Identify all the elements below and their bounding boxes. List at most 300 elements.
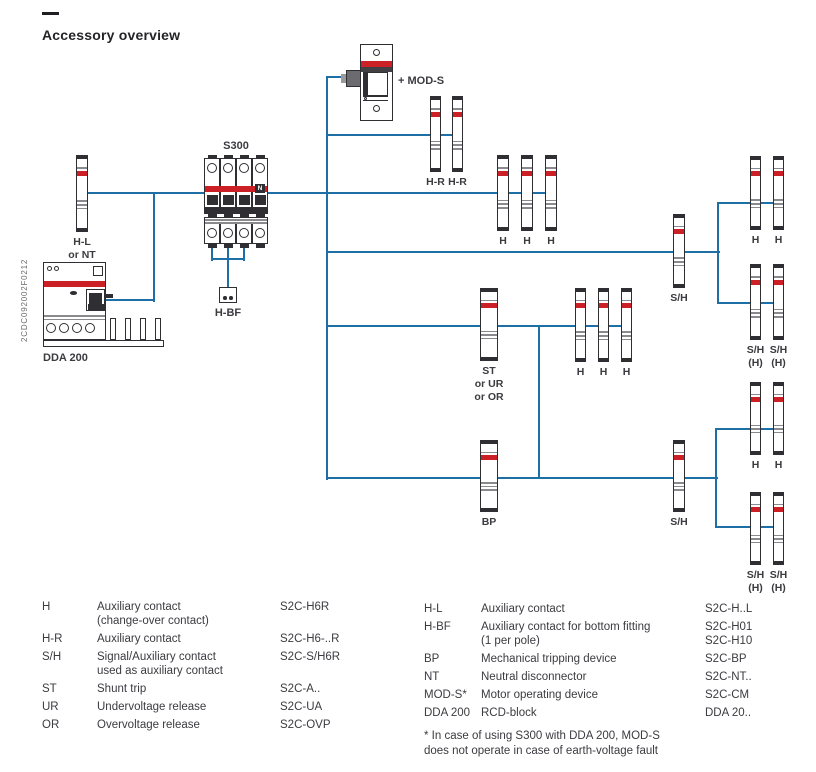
connector-line <box>717 202 781 204</box>
module-stripe <box>599 331 608 333</box>
footnote-line: * In case of using S300 with DDA 200, MOD-S <box>424 730 660 742</box>
legend-description-line: RCD-block <box>481 707 537 719</box>
legend-part-number <box>705 602 816 616</box>
module-h-mb-3 <box>621 288 632 362</box>
legend-term: ST <box>42 683 57 695</box>
legend-term: H-BF <box>424 621 451 633</box>
module-bottom-cap <box>774 336 783 339</box>
legend-description <box>97 600 280 628</box>
dda-side-pin <box>106 294 113 298</box>
module-stripe <box>453 144 462 146</box>
module-stripe <box>774 168 783 170</box>
legend-part-number <box>280 650 414 678</box>
module-label <box>743 569 815 595</box>
legend-part-line: DDA 20.. <box>705 707 752 719</box>
module-h-r-2 <box>452 96 463 172</box>
s300-bottom-hole <box>255 228 265 238</box>
module-stripe <box>674 226 684 228</box>
module-stripe <box>751 542 760 544</box>
legend-part-number <box>280 718 414 732</box>
s300-bottom-hole <box>223 228 233 238</box>
dda-label: DDA 200 <box>43 352 88 364</box>
module-h-r-1 <box>430 96 441 172</box>
mods-lower-dot <box>364 97 367 100</box>
module-h-mid-2 <box>521 155 533 231</box>
module-stripe <box>674 482 684 484</box>
legend-row <box>424 670 816 684</box>
s300-pole-divider <box>235 159 237 207</box>
module-stripe <box>751 504 760 506</box>
s300-toggle-hole <box>223 163 233 173</box>
module-stripe <box>774 316 783 318</box>
legend-part-number <box>705 620 816 648</box>
module-top-cap <box>774 493 783 496</box>
module-red-band <box>674 229 684 234</box>
module-stripe <box>546 167 556 169</box>
dda-stripe <box>44 315 105 317</box>
legend-description <box>481 706 705 720</box>
module-stripe <box>774 312 783 314</box>
module-label-line: H-R <box>448 176 467 188</box>
footnote-line: does not operate in case of earth-voltage fault <box>424 745 658 757</box>
module-bottom-cap <box>576 358 585 361</box>
connector-line <box>326 251 720 253</box>
module-bottom-cap <box>774 561 783 564</box>
module-label-line: H <box>751 459 760 471</box>
connector-line <box>227 258 229 290</box>
module-label-line: S/H <box>670 292 688 304</box>
connector-line <box>717 202 719 304</box>
dda200-rcd-block <box>43 262 165 362</box>
module-stripe <box>481 331 497 333</box>
legend-part-line: S2C-H10 <box>705 635 753 647</box>
module-label <box>46 236 118 262</box>
legend-description-line: Signal/Auxiliary contact <box>97 651 216 663</box>
legend-description-line: Auxiliary contact for bottom fitting <box>481 621 651 633</box>
module-top-cap <box>431 97 440 100</box>
module-stripe <box>751 428 760 430</box>
connector-line <box>326 76 328 480</box>
dda-terminal-hole <box>72 323 82 333</box>
hbf-body <box>219 287 237 303</box>
legend-description-line: Motor operating device <box>481 689 598 701</box>
module-top-cap <box>522 156 532 159</box>
module-sh-top <box>673 214 685 288</box>
hbf-dot <box>229 296 233 300</box>
module-h-mid-3 <box>545 155 557 231</box>
legend-part-number <box>280 682 414 696</box>
s300-terminal <box>255 195 266 205</box>
module-stripe <box>77 200 87 202</box>
legend-description-line: Shunt trip <box>97 683 147 695</box>
module-label <box>743 459 815 472</box>
module-stripe <box>774 504 783 506</box>
module-bottom-cap <box>751 336 760 339</box>
module-stripe <box>481 452 497 454</box>
module-label-line: (H) <box>748 357 763 369</box>
legend-row <box>424 706 816 720</box>
module-bottom-cap <box>751 561 760 564</box>
module-label-line: S/H <box>746 569 765 581</box>
module-stripe <box>774 425 783 427</box>
module-red-band <box>481 455 497 460</box>
module-stripe <box>774 199 783 201</box>
module-stripe <box>522 167 532 169</box>
legend-row <box>42 632 414 646</box>
legend-right-column <box>424 602 816 759</box>
s300-pole-divider <box>251 159 253 207</box>
module-label-line: H-L <box>73 236 91 248</box>
module-red-band <box>546 171 556 176</box>
module-top-cap <box>751 493 760 496</box>
module-h-mb-1 <box>575 288 586 362</box>
module-red-band <box>431 112 440 117</box>
module-stripe <box>622 339 631 341</box>
module-top-cap <box>674 215 684 218</box>
legend-description <box>481 602 705 616</box>
module-shh-rb-1 <box>750 492 761 565</box>
legend-description-line: Overvoltage release <box>97 719 200 731</box>
module-stripe <box>774 309 783 311</box>
module-stripe <box>498 167 508 169</box>
module-label <box>453 365 525 404</box>
module-bp <box>480 440 498 512</box>
module-red-band <box>77 171 87 176</box>
module-top-cap <box>576 289 585 292</box>
hbf-contact <box>214 287 242 321</box>
module-top-cap <box>77 156 87 159</box>
module-red-band <box>453 112 462 117</box>
module-label-line: (H) <box>771 357 786 369</box>
connector-line <box>715 428 717 528</box>
legend-part-line: S2C-BP <box>705 653 747 665</box>
module-stripe <box>576 339 585 341</box>
module-top-cap <box>774 383 783 386</box>
module-top-cap <box>622 289 631 292</box>
s300-bottom-tab <box>240 244 249 248</box>
module-bottom-cap <box>774 226 783 229</box>
module-red-band <box>751 507 760 512</box>
module-stripe <box>481 334 497 336</box>
module-bottom-cap <box>546 227 556 230</box>
module-red-band <box>751 280 760 285</box>
module-stripe <box>751 316 760 318</box>
module-stripe <box>751 199 760 201</box>
legend-row <box>424 620 816 648</box>
legend-part-number <box>280 700 414 714</box>
legend-description <box>97 718 280 732</box>
legend-term: MOD-S* <box>424 689 467 701</box>
connector-line <box>715 428 781 430</box>
module-red-band <box>774 280 783 285</box>
module-label <box>743 344 815 370</box>
module-stripe <box>622 300 631 302</box>
legend-description <box>97 700 280 714</box>
module-stripe <box>599 339 608 341</box>
module-stripe <box>522 207 532 209</box>
s300-toggle-hole <box>207 163 217 173</box>
module-red-band <box>481 303 497 308</box>
module-label <box>591 366 663 379</box>
module-red-band <box>599 303 608 308</box>
module-label-line: or OR <box>474 391 504 403</box>
legend-row <box>42 700 414 714</box>
module-bottom-cap <box>481 508 497 511</box>
dda-terminal-hole <box>59 323 69 333</box>
module-red-band <box>774 507 783 512</box>
legend-term: H-R <box>42 633 63 645</box>
module-label-line: H <box>774 234 783 246</box>
connector-line <box>715 526 781 528</box>
module-stripe <box>674 261 684 263</box>
dda-test-button <box>93 266 103 276</box>
legend-description-line: Auxiliary contact <box>97 633 181 645</box>
module-stripe <box>599 300 608 302</box>
legend-part-line: S2C-H01 <box>705 621 753 633</box>
module-shh-rt-2 <box>773 264 784 340</box>
legend-part-line: S2C-NT.. <box>705 671 752 683</box>
module-h-rb-1 <box>750 382 761 455</box>
dda-toggle <box>89 293 102 304</box>
connector-line <box>538 325 540 479</box>
s300-pole-divider <box>219 224 221 243</box>
module-stripe <box>774 394 783 396</box>
module-stripe <box>599 335 608 337</box>
s300-breaker <box>204 140 268 248</box>
s300-toggle-hole <box>255 163 265 173</box>
module-stripe <box>498 200 508 202</box>
connector-line <box>717 302 781 304</box>
module-stripe <box>774 207 783 209</box>
legend-term: OR <box>42 719 60 731</box>
module-label-line: S/H <box>746 344 765 356</box>
s300-bottom-tab <box>208 244 217 248</box>
s300-bottom-hole <box>207 228 217 238</box>
legend-part-line: S2C-CM <box>705 689 750 701</box>
module-top-cap <box>498 156 508 159</box>
s300-label: S300 <box>223 140 249 152</box>
connector-line <box>80 192 554 194</box>
legend-term: DDA 200 <box>424 707 471 719</box>
mods-connector-knob <box>346 70 361 87</box>
legend-part-number <box>705 688 816 702</box>
dda-toggle-base <box>88 304 104 310</box>
module-sh-bot <box>673 440 685 512</box>
module-top-cap <box>546 156 556 159</box>
module-label-line: (H) <box>748 582 763 594</box>
s300-neutral-label: N <box>257 185 263 192</box>
module-stripe <box>481 482 497 484</box>
mods-screw-top <box>373 49 380 56</box>
module-top-cap <box>674 441 684 444</box>
legend-description <box>97 632 280 646</box>
mods-label: + MOD-S <box>398 75 445 87</box>
module-top-cap <box>751 157 760 160</box>
module-label-line: H <box>751 234 760 246</box>
module-stripe <box>674 489 684 491</box>
module-stripe <box>431 144 440 146</box>
module-red-band <box>522 171 532 176</box>
legend-description-line: used as auxiliary contact <box>97 665 223 677</box>
module-stripe <box>498 203 508 205</box>
module-stripe <box>576 335 585 337</box>
s300-pole-divider <box>235 224 237 243</box>
legend-part-number <box>280 632 414 646</box>
module-stripe <box>77 167 87 169</box>
module-label <box>643 516 715 529</box>
module-stripe <box>77 208 87 210</box>
legend-description-line: Auxiliary contact <box>97 601 181 613</box>
dda-indicator <box>54 266 59 271</box>
module-stripe <box>751 394 760 396</box>
legend-part-line: S2C-UA <box>280 701 323 713</box>
module-bottom-cap <box>522 227 532 230</box>
module-stripe <box>774 428 783 430</box>
module-stripe <box>431 108 440 110</box>
module-red-band <box>674 455 684 460</box>
module-bottom-cap <box>751 226 760 229</box>
legend-description <box>97 650 280 678</box>
dda-eye-mark <box>70 291 77 295</box>
legend-part-number <box>705 706 816 720</box>
module-label-line: or NT <box>68 249 96 261</box>
module-stripe <box>622 335 631 337</box>
s300-bottom-tab <box>256 244 265 248</box>
module-stripe <box>546 200 556 202</box>
module-stripe <box>453 148 462 150</box>
module-stripe <box>431 141 440 143</box>
mods-window <box>363 72 388 96</box>
module-stripe <box>622 331 631 333</box>
module-bottom-cap <box>599 358 608 361</box>
module-stripe <box>751 538 760 540</box>
legend-row <box>42 682 414 696</box>
module-stripe <box>774 203 783 205</box>
module-top-cap <box>774 157 783 160</box>
legend-part-line: S2C-OVP <box>280 719 331 731</box>
module-label <box>643 292 715 305</box>
module-label-line: H <box>576 366 585 378</box>
module-stripe <box>751 425 760 427</box>
module-stripe <box>77 204 87 206</box>
s300-pole-divider <box>251 224 253 243</box>
legend-part-number <box>705 652 816 666</box>
module-stripe <box>751 276 760 278</box>
module-top-cap <box>774 265 783 268</box>
s300-bottom-tab <box>224 244 233 248</box>
hbf-dot <box>223 296 227 300</box>
module-h-mid-1 <box>497 155 509 231</box>
legend-description-line: Neutral disconnector <box>481 671 587 683</box>
legend-description-line: Auxiliary contact <box>481 603 565 615</box>
module-label-line: S/H <box>769 569 788 581</box>
legend-description <box>97 682 280 696</box>
module-label-line: ST <box>482 365 496 377</box>
module-h-l <box>76 155 88 232</box>
module-red-band <box>576 303 585 308</box>
legend-part-number <box>280 600 414 628</box>
legend-row <box>424 652 816 666</box>
legend-row <box>424 688 816 702</box>
module-red-band <box>774 397 783 402</box>
module-label <box>453 516 525 529</box>
module-stripe <box>751 207 760 209</box>
module-stripe <box>431 148 440 150</box>
module-st <box>480 288 498 361</box>
dda-terminal-hole <box>46 323 56 333</box>
module-stripe <box>546 207 556 209</box>
dda-indicator <box>47 266 52 271</box>
module-stripe <box>674 265 684 267</box>
module-stripe <box>751 168 760 170</box>
s300-pole-divider <box>219 159 221 207</box>
module-top-cap <box>599 289 608 292</box>
legend-part-line: S2C-A.. <box>280 683 321 695</box>
module-red-band <box>751 171 760 176</box>
s300-toggle-hole <box>239 163 249 173</box>
dda-busbar-pin <box>155 318 161 340</box>
legend-row <box>42 718 414 732</box>
module-stripe <box>751 309 760 311</box>
module-label <box>515 235 587 248</box>
dda-red-band <box>44 281 105 287</box>
module-stripe <box>576 331 585 333</box>
module-h-rt-2 <box>773 156 784 230</box>
module-top-cap <box>751 265 760 268</box>
module-bottom-cap <box>674 284 684 287</box>
legend-footnote <box>424 729 816 759</box>
module-bottom-cap <box>453 168 462 171</box>
module-h-rt-1 <box>750 156 761 230</box>
module-stripe <box>674 452 684 454</box>
dda-busbar-pin <box>140 318 146 340</box>
module-stripe <box>774 276 783 278</box>
module-stripe <box>481 489 497 491</box>
module-red-band <box>751 397 760 402</box>
module-stripe <box>751 203 760 205</box>
module-bottom-cap <box>622 358 631 361</box>
legend-part-line: S2C-H..L <box>705 603 753 615</box>
module-label-line: (H) <box>771 582 786 594</box>
legend-description-line: Undervoltage release <box>97 701 207 713</box>
module-stripe <box>774 432 783 434</box>
module-top-cap <box>481 441 497 444</box>
module-label-line: H <box>622 366 631 378</box>
module-bottom-cap <box>431 168 440 171</box>
module-label-line: S/H <box>670 516 688 528</box>
module-bottom-cap <box>774 451 783 454</box>
module-label <box>743 234 815 247</box>
legend-description <box>481 652 705 666</box>
module-stripe <box>674 486 684 488</box>
module-shh-rt-1 <box>750 264 761 340</box>
legend-term: H <box>42 601 51 613</box>
module-top-cap <box>453 97 462 100</box>
module-stripe <box>774 542 783 544</box>
legend-row <box>424 602 816 616</box>
module-label <box>422 176 494 189</box>
s300-neutral-box <box>255 184 265 193</box>
module-stripe <box>751 312 760 314</box>
module-stripe <box>751 535 760 537</box>
module-stripe <box>774 538 783 540</box>
module-stripe <box>674 257 684 259</box>
module-stripe <box>481 486 497 488</box>
module-h-mb-2 <box>598 288 609 362</box>
legend-term: NT <box>424 671 440 683</box>
module-red-band <box>622 303 631 308</box>
module-top-cap <box>751 383 760 386</box>
